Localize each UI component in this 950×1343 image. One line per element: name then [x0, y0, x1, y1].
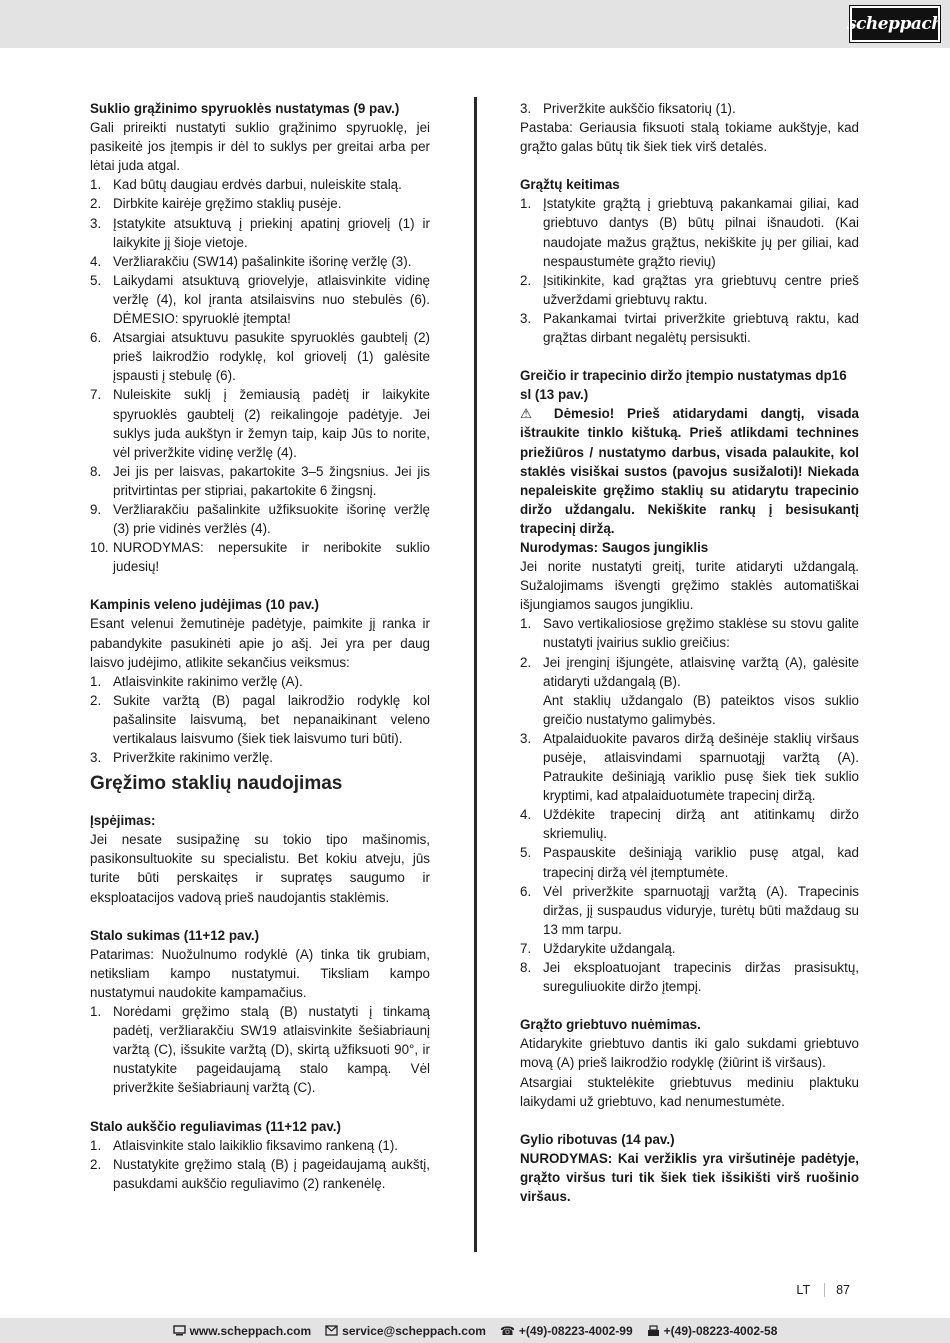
list-text: Norėdami gręžimo stalą (B) nustatyti į tinkamą padėtį, veržliarakčiu SW19 atlaisvinkite šešiabriaunį varžtą (C), išsukite varžtą (D), skirtą užfiksuoti 90°, ir nustatykite pageidaujamą stalo kampą. Vėl priveržkite šešiabriaunį varžtą (C).	[113, 1004, 430, 1096]
list-text: Įsitikinkite, kad grąžtas yra griebtuvų centre prieš užverždami griebtuvų raktu.	[543, 272, 859, 307]
language-code: LT	[796, 1283, 825, 1297]
list-number: 5.	[90, 272, 102, 288]
list-number: 1.	[90, 1137, 102, 1153]
list-text: Vėl priveržkite sparnuotąjį varžtą (A). Trapecinis diržas, jį suspaudus viduryje, turėtų būti maždaug su 13 mm tarpu.	[543, 883, 859, 937]
list-text: Kad būtų daugiau erdvės darbui, nuleiskite stalą.	[113, 177, 402, 193]
list-item	[90, 252, 430, 271]
section-heading: Grąžtų keitimas	[520, 177, 620, 193]
list-text: Uždarykite uždangalą.	[543, 940, 676, 956]
paragraph: Jei nesate susipažinę su tokio tipo mašinomis, pasikonsultuokite su specialistu. Bet kokiu atveju, jūs turite būti perskaitęs ir supratęs saugumo ir eksploatacijos vadovą prieš naudojantis staklėmis.	[90, 832, 430, 905]
steps-list	[520, 194, 859, 347]
list-number: 7.	[520, 940, 532, 956]
list-number: 1.	[90, 673, 102, 689]
website-link[interactable]: www.scheppach.com	[189, 1323, 312, 1338]
email-link[interactable]: service@scheppach.com	[342, 1323, 486, 1338]
list-item	[90, 462, 430, 500]
list-text: Atlaisvinkite rakinimo veržlę (A).	[113, 673, 303, 689]
list-text: Jei eksploatuojant trapecinis diržas prasisuktų, sureguliuokite diržo įtempį.	[543, 960, 859, 995]
list-item	[90, 500, 430, 538]
contact-email[interactable]	[325, 1324, 486, 1338]
list-number: 8.	[90, 463, 102, 479]
list-text: Veržliarakčiu pašalinkite užfiksuokite išorinę veržlę (3) prie vidinės veržlės (4).	[113, 501, 430, 537]
list-number: 5.	[520, 845, 532, 861]
list-item	[520, 882, 859, 939]
list-item	[520, 99, 859, 118]
list-number: 3.	[90, 215, 102, 231]
list-item	[520, 843, 859, 881]
right-column	[520, 99, 859, 1206]
list-number: 1.	[90, 1004, 102, 1020]
paragraph: Atidarykite griebtuvo dantis iki galo sukdami griebtuvo movą (A) prieš laikrodžio rodyklę (žiūrint iš viršaus).	[520, 1036, 859, 1071]
section-heading: Gylio ribotuvas (14 pav.)	[520, 1131, 675, 1147]
contact-fax[interactable]	[647, 1324, 778, 1338]
contact-web[interactable]	[173, 1324, 312, 1338]
list-item	[520, 653, 859, 729]
list-item	[90, 1136, 430, 1155]
list-number: 3.	[520, 730, 532, 746]
section-heading: Suklio grąžinimo spyruoklės nustatymas (9 pav.)	[90, 101, 400, 116]
list-text: Nustatykite gręžimo stalą (B) į pageidaujamą aukštį, pasukdami aukščio reguliavimo (2) rankenėlę.	[113, 1156, 430, 1191]
safety-warning: ⚠ Dėmesio! Prieš atidarydami dangtį, visada ištraukite tinklo kištuką. Prieš atlikdami technines priežiūros / nustatymo darbus, visada palaukite, kol staklės visiškai sustos (pavojus susižaloti)! Niekada nepaleiskite gręžimo staklių su atidarytu trapecinio diržo uždangalu. Nekiškite rankų į besisukantį trapecinį diržą.	[520, 406, 859, 536]
list-item	[90, 385, 430, 461]
list-text: Sukite varžtą (B) pagal laikrodžio rodyklę kol pašalinsite laisvumą, bet nepanaikinant veleno vertikalaus laisvumo (šiek tiek laisvumo turi būti).	[113, 692, 430, 746]
list-item	[520, 729, 859, 805]
fax-icon	[647, 1325, 660, 1337]
list-text: Laikydami atsuktuvą griovelyje, atlaisvinkite vidinę veržlę (4), kol įranta atsilaisvins nuo stebulės (6). DĖMESIO: spyruoklė įtempta!	[113, 272, 430, 327]
paragraph: Patarimas: Nuožulnumo rodyklė (A) tinka tik grubiam, netiksliam kampo nustatymui. Tiksliam kampo nustatymui naudokite kampamačius.	[90, 946, 430, 1000]
section-heading: Greičio ir trapecinio diržo įtempio nustatymas dp16 sl (13 pav.)	[520, 368, 847, 403]
paragraph: Esant velenui žemutinėje padėtyje, paimkite jį ranka ir pabandykite pasukinėti apie jo ašį. Jei yra per daug laisvo judėjimo, atlikite sekančius veiksmus:	[90, 616, 430, 670]
list-number: 6.	[90, 330, 102, 346]
contact-phone[interactable]	[500, 1324, 633, 1338]
list-text: Uždėkite trapecinį diržą ant atitinkamų diržo skriemulių.	[543, 807, 859, 842]
paragraph: Jei norite nustatyti greitį, turite atidaryti uždangalą. Sužalojimams išvengti gręžimo staklės automatiškai išjungiamos saugos jungikliu.	[520, 559, 859, 613]
steps-list	[90, 672, 430, 767]
list-number: 2.	[90, 1156, 102, 1172]
list-number: 4.	[520, 807, 532, 823]
list-number: 1.	[90, 177, 102, 193]
list-item	[90, 1155, 430, 1193]
list-text: Jei jis per laisvas, pakartokite 3–5 žingsnius. Jei jis pritvirtintas per stipriai, pakartokite 6 žingsnį.	[113, 463, 430, 498]
list-number: 6.	[520, 883, 532, 899]
list-item	[520, 614, 859, 652]
list-item	[520, 271, 859, 309]
header-bar	[0, 0, 950, 48]
list-text: Atsargiai atsuktuvu pasukite spyruoklės gaubtelį (2) prieš laikrodžio rodyklę, kol griovelį (1) galėsite įspausti į stebulę (6).	[113, 330, 430, 384]
list-text: Savo vertikaliosiose gręžimo staklėse su stovu galite nustatyti įvairius suklio greičius:	[543, 616, 859, 651]
list-number: 2.	[520, 272, 532, 288]
steps-list	[90, 1002, 430, 1097]
list-number: 3.	[90, 750, 102, 766]
phone-icon: ☎	[499, 1323, 515, 1338]
list-text: Įstatykite grąžtą į griebtuvą pakankamai giliai, kad griebtuvo dantys (B) būtų pilnai išnaudoti. (Kai naudojate mažus grąžtus, nekiškite jų per giliai, kad nespaustumėte grąžto rievių)	[543, 196, 859, 269]
list-text: Priveržkite aukščio fiksatorių (1).	[543, 101, 736, 116]
list-text: Dirbkite kairėje gręžimo staklių pusėje.	[113, 196, 342, 212]
list-number: 7.	[90, 387, 102, 403]
list-item	[90, 672, 430, 691]
list-item	[520, 939, 859, 958]
list-item	[520, 958, 859, 996]
list-text: Atpalaiduokite pavaros diržą dešinėje staklių viršaus pusėje, atlaisvindami sparnuotąjį varžtą (A). Patraukite dešiniąją variklio pusę šiek tiek suklio kryptimi, kad atpalaiduotumėte trapecinį diržą.	[543, 730, 859, 804]
section-heading: Grąžto griebtuvo nuėmimas.	[520, 1017, 701, 1033]
list-item	[90, 271, 430, 328]
phone-number[interactable]: +(49)-08223-4002-99	[518, 1323, 633, 1338]
steps-list	[90, 175, 430, 576]
list-item	[90, 214, 430, 252]
list-text: Nuleiskite suklį į žemiausią padėtį ir laikykite spyruoklės gaubtelį (2) reikalingoje padėtyje. Jei suklys juda aukštyn ir žemyn taip, kaip Jūs to norite, vėl priveržkite vidinę veržlę (4).	[113, 387, 430, 460]
computer-icon	[173, 1325, 186, 1336]
mail-icon	[325, 1325, 338, 1336]
main-heading: Gręžimo staklių naudojimas	[90, 773, 343, 795]
list-item	[520, 805, 859, 843]
list-number: 8.	[520, 960, 532, 976]
brand-logo: scheppach	[850, 6, 940, 42]
list-number: 2.	[90, 196, 102, 212]
list-item	[520, 194, 859, 270]
list-item	[520, 309, 859, 347]
list-item	[90, 748, 430, 767]
list-item	[90, 175, 430, 194]
note-bold: NURODYMAS: Kai veržiklis yra viršutinėje padėtyje, grąžto viršus turi tik šiek tiek išsikišti virš ruošinio viršaus.	[520, 1150, 859, 1204]
paragraph: Atsargiai stuktelėkite griebtuvus mediniu plaktuku laikydami už griebtuvo, kad nenumestumėte.	[520, 1074, 859, 1109]
paragraph: Pastaba: Geriausia fiksuoti stalą tokiame aukštyje, kad grąžto galas būtų tik šiek tiek virš detalės.	[520, 120, 859, 155]
section-heading: Kampinis veleno judėjimas (10 pav.)	[90, 597, 319, 613]
steps-list	[520, 99, 859, 118]
list-text: Jei įrenginį išjungėte, atlaisvinę varžtą (A), galėsite atidaryti uždangalą (B).	[543, 654, 859, 689]
page-footer	[796, 1283, 850, 1297]
list-item	[90, 328, 430, 385]
list-number: 3.	[520, 101, 532, 116]
list-number: 1.	[520, 616, 532, 632]
list-text: Veržliarakčiu (SW14) pašalinkite išorinę veržlę (3).	[113, 253, 412, 269]
list-item	[90, 1002, 430, 1097]
list-text: Pakankamai tvirtai priveržkite griebtuvą raktu, kad grąžtas dirbant negalėtų persisukti.	[543, 310, 859, 346]
left-column	[90, 99, 430, 1193]
list-text: Priveržkite rakinimo veržlę.	[113, 750, 273, 766]
fax-number[interactable]: +(49)-08223-4002-58	[663, 1323, 778, 1338]
list-number: 10.	[90, 540, 109, 556]
contact-bar	[0, 1318, 950, 1343]
list-number: 4.	[90, 253, 102, 269]
steps-list	[90, 1136, 430, 1193]
list-number: 2.	[520, 654, 532, 670]
list-item	[90, 538, 430, 576]
list-number: 1.	[520, 196, 532, 212]
subheading: Nurodymas: Saugos jungiklis	[520, 539, 709, 555]
list-item	[90, 691, 430, 748]
list-number: 2.	[90, 692, 102, 708]
list-text: NURODYMAS: nepersukite ir neribokite suklio judesių!	[113, 540, 430, 575]
list-number: 3.	[520, 310, 532, 326]
steps-list	[520, 614, 859, 996]
section-heading: Stalo aukščio reguliavimas (11+12 pav.)	[90, 1118, 341, 1134]
page-number: 87	[836, 1283, 850, 1297]
warning-heading: Įspėjimas:	[90, 813, 156, 829]
list-item	[90, 194, 430, 213]
list-number: 9.	[90, 501, 102, 517]
list-text: Atlaisvinkite stalo laikiklio fiksavimo rankeną (1).	[113, 1137, 399, 1153]
list-text: Įstatykite atsuktuvą į priekinį apatinį griovelį (1) ir laikykite jį šioje vietoje.	[113, 215, 430, 250]
paragraph: Gali prireikti nustatyti suklio grąžinimo spyruoklę, jei pasikeitė jos įtempis ir dėl to suklys per greitai arba per lėtai juda atgal.	[90, 120, 430, 174]
list-text: Paspauskite dešiniąją variklio pusę atgal, kad trapecinį diržą vėl įtemptumėte.	[543, 845, 859, 880]
list-extra-text: Ant staklių uždangalo (B) pateiktos visos suklio greičio nustatymo galimybės.	[543, 692, 859, 727]
column-divider	[474, 97, 477, 1252]
section-heading: Stalo sukimas (11+12 pav.)	[90, 927, 260, 943]
